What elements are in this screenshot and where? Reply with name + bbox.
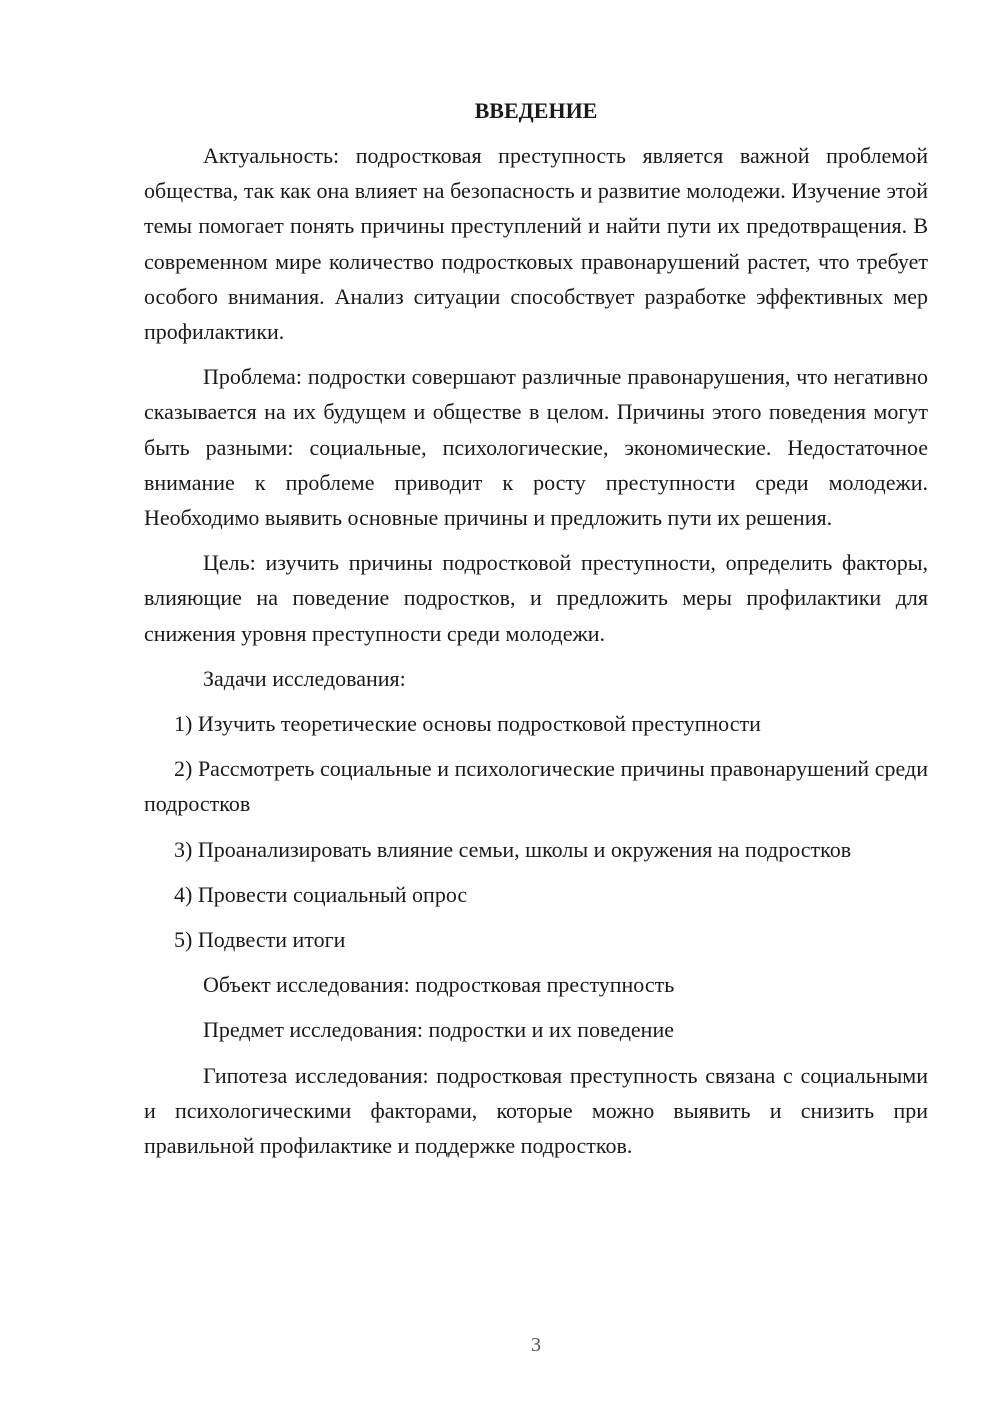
task-item-2: 2) Рассмотреть социальные и психологические причины правонарушений среди подростков xyxy=(144,756,928,817)
paragraph-goal: Цель: изучить причины подростковой преступности, определить факторы, влияющие на поведение подростков, и предложить меры профилактики для снижения уровня преступности среди молодежи. xyxy=(144,550,928,646)
research-hypothesis: Гипотеза исследования: подростковая преступность связана с социальными и психологическими факторами, которые можно выявить и снизить при правильной профилактике и поддержке подростков. xyxy=(144,1062,928,1159)
task-item-4: 4) Провести социальный опрос xyxy=(174,881,468,907)
page-number: 3 xyxy=(531,1334,541,1356)
document-body xyxy=(144,96,928,1173)
section-title: ВВЕДЕНИЕ xyxy=(474,98,598,123)
task-item-1: 1) Изучить теоретические основы подростковой преступности xyxy=(174,711,761,737)
tasks-heading: Задачи исследования: xyxy=(203,665,406,691)
research-object: Объект исследования: подростковая преступность xyxy=(203,972,675,998)
task-item-5: 5) Подвести итоги xyxy=(174,927,346,953)
paragraph-problem: Проблема: подростки совершают различные правонарушения, что негативно сказывается на их будущем и обществе в целом. Причины этого поведения могут быть разными: социальные, психологические, экономические. Недостаточное внимание к проблеме приводит к росту преступности среди молодежи. Необходимо выявить основные причины и предложить пути их решения. xyxy=(144,364,928,531)
paragraph-relevance: Актуальность: подростковая преступность является важной проблемой общества, так как она влияет на безопасность и развитие молодежи. Изучение этой темы помогает понять причины преступлений и найти пути их предотвращения. В современном мире количество подростковых правонарушений растет, что требует особого внимания. Анализ ситуации способствует разработке эффективных мер профилактики. xyxy=(144,143,928,345)
research-subject: Предмет исследования: подростки и их поведение xyxy=(203,1017,674,1043)
task-item-3: 3) Проанализировать влияние семьи, школы и окружения на подростков xyxy=(174,836,852,862)
